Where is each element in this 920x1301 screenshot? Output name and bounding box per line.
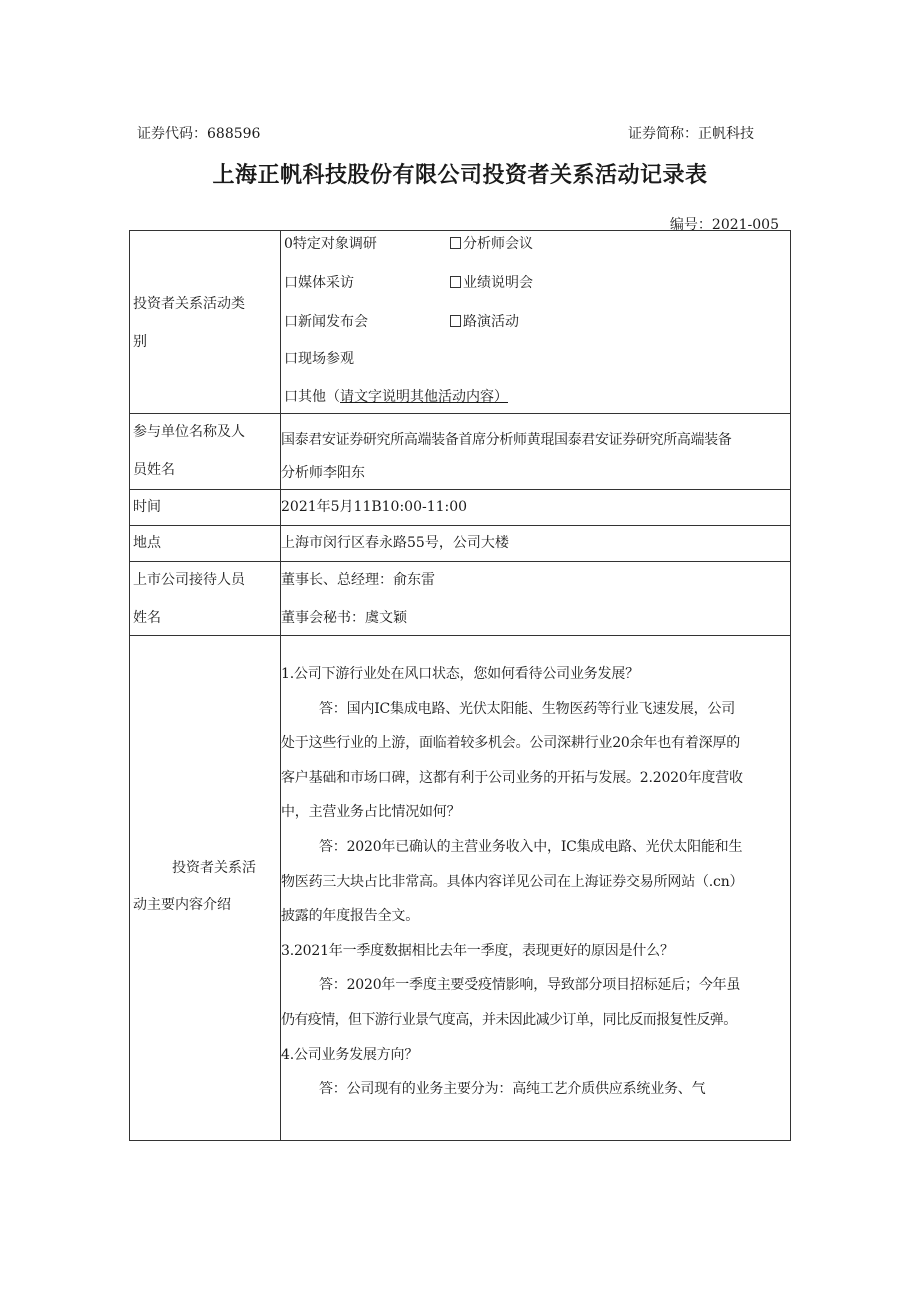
answer-line: 客户基础和市场口碑，这都有利于公司业务的开拓与发展。2.2020年度营收 xyxy=(281,769,743,786)
answer-line: 仍有疫情，但下游行业景气度高，并未因此减少订单，同比反而报复性反弹。 xyxy=(281,1011,737,1028)
receptionists-value-cont: 董事会秘书：虞文颖 xyxy=(281,610,407,626)
participants-label: 参与单位名称及人 xyxy=(133,424,245,440)
option-earnings-call: 业绩说明会 xyxy=(450,276,533,290)
question-line: 中，主营业务占比情况如何？ xyxy=(281,804,461,821)
checked-mark: 0 xyxy=(284,236,293,252)
stock-code: 证券代码：688596 xyxy=(137,126,261,142)
option-roadshow: 路演活动 xyxy=(450,315,519,329)
answer-line: 处于这些行业的上游，面临着较多机会。公司深耕行业20余年也有着深厚的 xyxy=(281,735,741,752)
option-media-interview: 口媒体采访 xyxy=(284,275,354,291)
content-label: 投资者关系活 xyxy=(172,860,256,876)
time-value: 2021年5月11B10:00-11:00 xyxy=(281,499,468,515)
row-divider xyxy=(130,561,790,562)
answer-line: 答：国内IC集成电路、光伏太阳能、生物医药等行业飞速发展，公司 xyxy=(319,700,736,717)
time-label: 时间 xyxy=(133,499,161,515)
answer-line: 答：2020年已确认的主营业务收入中，IC集成电路、光伏太阳能和生 xyxy=(319,838,743,855)
content-label-cont: 动主要内容介绍 xyxy=(133,897,231,913)
row-divider xyxy=(130,489,790,490)
option-site-visit: 口现场参观 xyxy=(284,351,354,367)
receptionists-value: 董事长、总经理：俞东雷 xyxy=(281,572,435,588)
checkbox-icon xyxy=(450,315,461,327)
answer-line: 披露的年度报告全文。 xyxy=(281,908,419,925)
option-press-conference: 口新闻发布会 xyxy=(284,314,368,330)
option-specific-research: 0特定对象调研 xyxy=(284,236,377,252)
content-body xyxy=(281,657,789,1107)
checkbox-icon xyxy=(450,276,461,288)
participants-value-cont: 分析师李阳东 xyxy=(281,465,365,481)
row-divider xyxy=(130,525,790,526)
checkbox-icon xyxy=(450,237,461,249)
stock-name: 证券简称：正帆科技 xyxy=(628,126,754,142)
row-divider xyxy=(130,635,790,636)
question-line: 1.公司下游行业处在风口状态，您如何看待公司业务发展？ xyxy=(281,666,639,682)
document-number: 编号：2021-005 xyxy=(669,217,779,233)
answer-line: 物医药三大块占比非常高。具体内容详见公司在上海证券交易所网站（.cn） xyxy=(281,873,744,890)
question-line: 3.2021年一季度数据相比去年一季度，表现更好的原因是什么？ xyxy=(281,942,674,959)
participants-label-cont: 员姓名 xyxy=(133,462,175,478)
option-analyst-meeting: 分析师会议 xyxy=(450,237,533,251)
participants-value: 国泰君安证券研究所高端装备首席分析师黄琨国泰君安证券研究所高端装备 xyxy=(281,432,732,448)
location-label: 地点 xyxy=(133,535,161,551)
option-other: 口其他（请文字说明其他活动内容） xyxy=(284,389,508,405)
activity-type-label-cont: 别 xyxy=(133,334,147,350)
record-table xyxy=(129,230,791,1141)
answer-line: 答：公司现有的业务主要分为：高纯工艺介质供应系统业务、气 xyxy=(319,1081,706,1098)
activity-type-label: 投资者关系活动类 xyxy=(133,296,245,312)
receptionists-label: 上市公司接待人员 xyxy=(133,572,245,588)
row-divider xyxy=(130,413,790,414)
question-line: 4.公司业务发展方向？ xyxy=(281,1046,419,1063)
answer-line: 答：2020年一季度主要受疫情影响，导致部分项目招标延后；今年虽 xyxy=(319,977,741,994)
location-value: 上海市闵行区春永路55号，公司大楼 xyxy=(281,535,509,551)
receptionists-label-cont: 姓名 xyxy=(133,610,161,626)
page-title: 上海正帆科技股份有限公司投资者关系活动记录表 xyxy=(212,163,708,188)
